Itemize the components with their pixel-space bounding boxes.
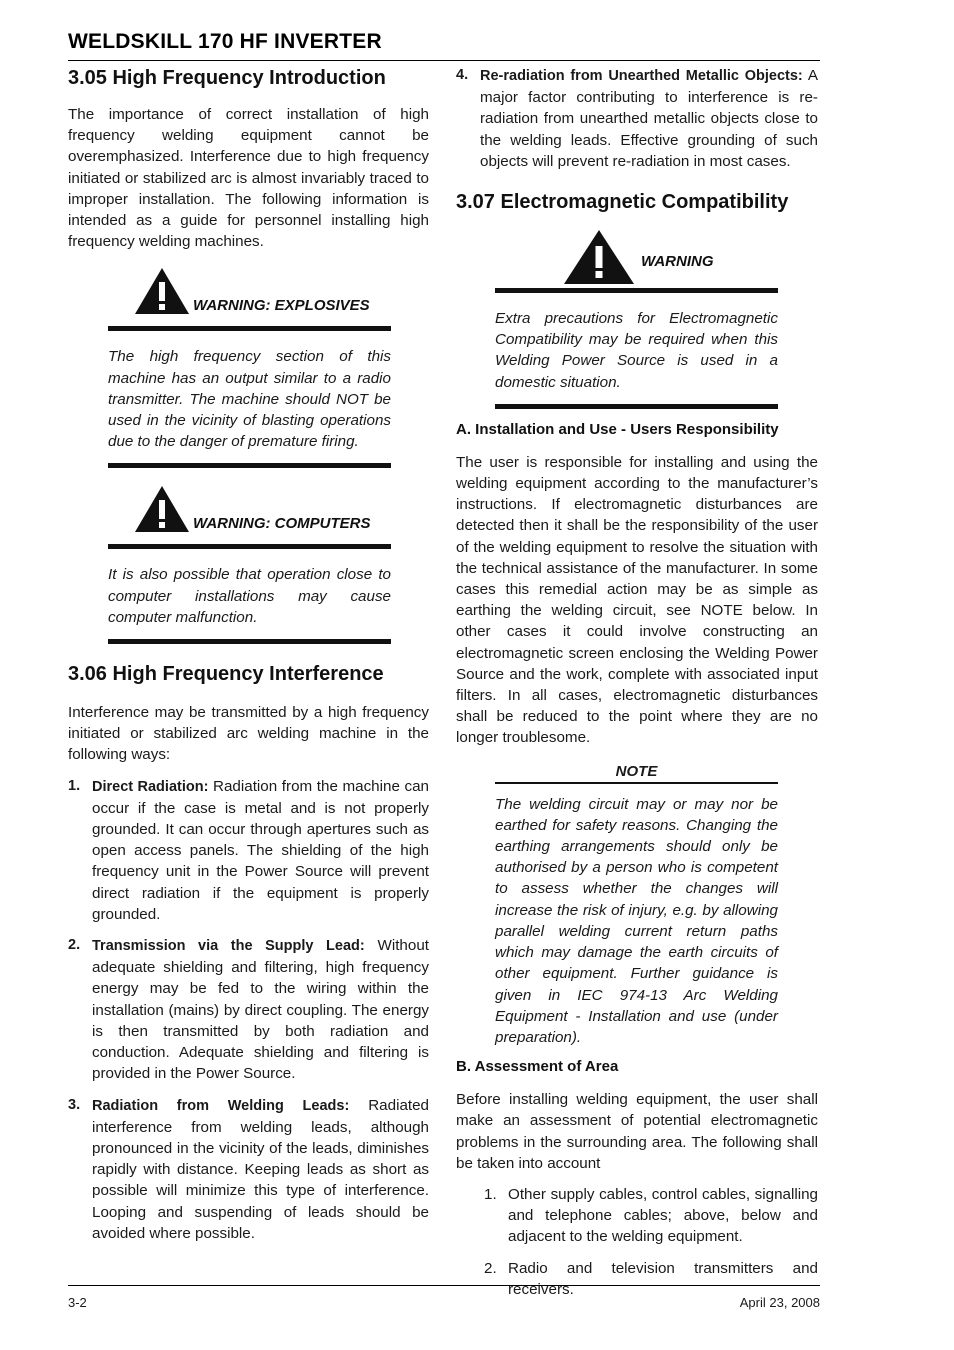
subsection-b-body: Before installing welding equipment, the user shall make an assessment of potential electromagnetic problems in the surrounding area. The following shall be taken into account (456, 1091, 818, 1172)
left-column (68, 62, 429, 1244)
warning-explosives-box (108, 264, 391, 468)
list-item (456, 65, 818, 172)
warning-computers-header (108, 482, 391, 549)
warning-explosives-label: WARNING: EXPLOSIVES (193, 297, 370, 315)
warning-emc-header (495, 226, 778, 293)
list-item-title: Radiation from Welding Leads: (92, 1097, 350, 1114)
warning-explosives-text: The high frequency section of this machine has an output similar to a radio transmitter. The machine should NOT be used in the vicinity of blasting operations due to the danger of premature firing. (108, 331, 391, 468)
list-item (456, 1258, 818, 1300)
list-item (68, 935, 429, 1084)
warning-computers-label: WARNING: COMPUTERS (193, 515, 371, 533)
section-heading-3-07: 3.07 Electromagnetic Compatibility (456, 191, 789, 214)
note-text: The welding circuit may or may nor be earthed for safety reasons. Changing the earthing arrangements should only be authorised by a person who is competent to assess whether the changes will increase the risk of injury, e.g. by allowing parallel welding current return paths which may damage the earth circuits of other equipment. Further guidance is given in IEC 974-13 Arc Welding Equipment - Installation and use (under preparation). (495, 795, 778, 1046)
section-heading-3-06: 3.06 High Frequency Interference (68, 663, 384, 686)
page-header (68, 30, 820, 61)
subsection-heading-a: A. Installation and Use - Users Responsibility (456, 420, 779, 438)
subsection-heading-b: B. Assessment of Area (456, 1058, 619, 1076)
note-box (495, 763, 778, 1048)
page-date: April 23, 2008 (739, 1295, 820, 1310)
list-item-text: Without adequate shielding and filtering, high frequency energy may be fed to the wiring within the installation (mains) by direct coupling. The energy is then transmitted by both radiation and conduction. Adequate shielding and filtering is provided in the Power Source. (92, 937, 429, 1083)
list-item-number: 4. (456, 67, 469, 83)
list-item-text: A major factor contributing to interference is re-radiation from unearthed metallic objects close to the welding leads. Effective grounding of such objects will prevent re-radiation in most cases. (480, 67, 818, 170)
list-item-title: Re-radiation from Unearthed Metallic Objects: (480, 68, 803, 84)
section-heading-3-05: 3.05 High Frequency Introduction (68, 67, 386, 89)
list-item-number: 2. (68, 937, 81, 954)
list-item-text: Radiation from the machine can occur if the case is metal and is not properly grounded. It can occur through apertures such as open access panels. The shielding of the high frequency unit in the Power Source will prevent direct radiation if the equipment is properly grounded. (92, 777, 429, 923)
warning-emc-text: Extra precautions for Electromagnetic Compatibility may be required when this Welding Power Source is used in a domestic situation. (495, 293, 778, 409)
right-column (456, 62, 818, 1300)
subsection-a-body: The user is responsible for installing and using the welding equipment according to the manufacturer’s instructions. If electromagnetic disturbances are detected then it shall be the responsibility of the user of the welding equipment to resolve the situation with the technical assistance of the manufacturer. In some cases this remedial action may be as simple as earthing the welding circuit, see NOTE below. In other cases it could involve constructing an electromagnetic screen enclosing the Welding Power Source and the work, complete with associated input filters. In all cases, electromagnetic disturbances shall be reduced to the point where they are no longer troublesome. (456, 453, 818, 747)
warning-computers-box (108, 482, 391, 644)
list-item-text: Radio and television transmitters and receivers. (508, 1259, 818, 1298)
warning-emc-label: WARNING (641, 253, 714, 271)
section-3-05-body: The importance of correct installation of high frequency welding equipment cannot be overemphasized. Interference due to high frequency initiated or stabilized arc is almost invariably traced to improper installation. The following information is intended as a guide for personnel installing high frequency welding machines. (68, 106, 429, 251)
list-item-number: 1. (484, 1185, 497, 1203)
list-item-number: 2. (484, 1259, 497, 1277)
list-item-title: Transmission via the Supply Lead: (92, 938, 365, 955)
list-item-number: 3. (68, 1096, 81, 1113)
page-number: 3-2 (68, 1295, 87, 1310)
warning-triangle-icon (562, 228, 636, 286)
list-item (68, 1095, 429, 1244)
page-footer (68, 1285, 820, 1310)
warning-triangle-icon (133, 266, 191, 316)
list-item-number: 1. (68, 777, 81, 794)
warning-emc-box (495, 226, 778, 409)
warning-triangle-icon (133, 484, 191, 534)
list-item-text: Other supply cables, control cables, signalling and telephone cables; above, below and adjacent to the welding equipment. (508, 1185, 818, 1246)
list-item-text: Radiated interference from welding leads, although pronounced in the vicinity of the leads, diminishes rapidly with distance. Keeping leads as short as possible will minimize this type of interference. Looping and suspending of leads should be avoided where possible. (92, 1096, 430, 1242)
section-3-06-intro: Interference may be transmitted by a high frequency initiated or stabilized arc welding machine in the following ways: (68, 704, 429, 764)
list-item-title: Direct Radiation: (92, 778, 209, 795)
warning-computers-text: It is also possible that operation close to computer installations may cause computer malfunction. (108, 549, 391, 644)
note-label: NOTE (495, 763, 778, 784)
list-item (68, 776, 429, 925)
list-item (456, 1184, 818, 1248)
warning-explosives-header (108, 264, 391, 331)
document-title: WELDSKILL 170 HF INVERTER (68, 30, 382, 53)
